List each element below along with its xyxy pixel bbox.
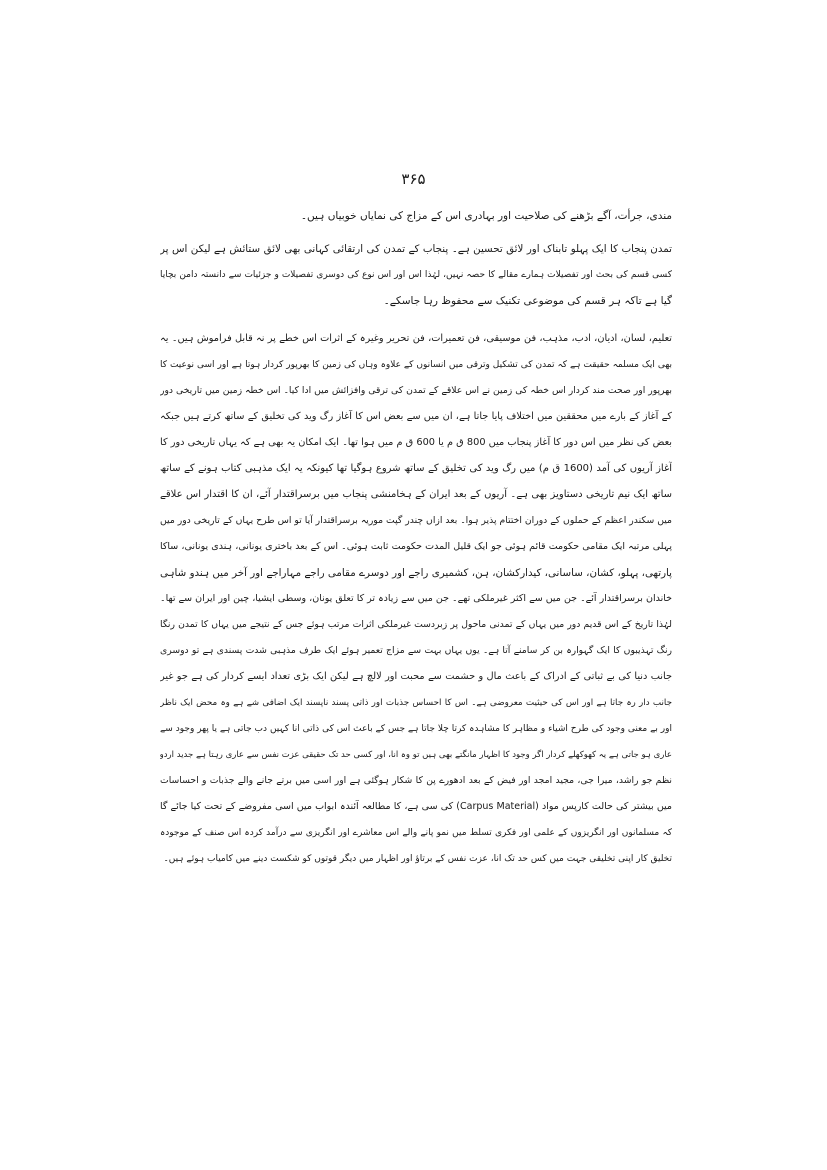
text-line: میں بیشتر کی حالت کارپس مواد (Carpus Material) کی سی ہے، کا مطالعہ آئندہ ابواب میں اسی مفروضے کے تحت کیا جائے گا [160, 801, 672, 812]
text-line: بھرپور اور صحت مند کردار اس خطہ کی زمین نے اس علاقے کے تمدن کی ترقی وافزائش میں ادا کیا۔ اس خطہ زمین میں تاریخی دور [160, 385, 672, 396]
text-line: کے آغاز کے بارے میں محققین میں اختلاف پایا جاتا ہے، ان میں سے بعض اس کا آغاز رگ وید کی تخلیق کے ساتھ کرتے ہیں جبکہ [160, 411, 672, 422]
text-line: میں سکندر اعظم کے حملوں کے دوران اختتام پذیر ہوا۔ بعد ازاں چندر گپت موریہ برسراقتدار آیا تو اس طرح یہاں کے تاریخی دور میں [160, 515, 672, 526]
text-line: بعض کی نظر میں اس دور کا آغاز پنجاب میں 800 ق م یا 600 ق م میں ہوا تھا۔ ایک امکان یہ بھی ہے کہ یہاں تاریخی دور کا [160, 437, 672, 448]
text-line: نظم جو راشد، میرا جی، مجید امجد اور فیض کے بعد ادھورے پن کا شکار ہوگئی ہے اور اسی میں برتے جانے والے جذبات و احساسات [160, 775, 672, 786]
page-number: ۳۶۵ [401, 170, 426, 188]
paragraph-3 [160, 326, 672, 872]
paragraph-1 [160, 203, 672, 229]
paragraph-2 [160, 236, 672, 314]
text-line: پارتھی، پہلو، کشان، ساسانی، کیدارکشان، ہن، کشمیری راجے اور دوسرے مقامی راجے مہاراجے اور آخر میں ہندو شاہی [160, 567, 672, 579]
text-line: مندی، جرأت، آگے بڑھنے کی صلاحیت اور بہادری اس کے مزاج کی نمایاں خوبیاں ہیں۔ [300, 210, 672, 222]
text-line: اور بے معنی وجود کی طرح اشیاء و مظاہر کا مشاہدہ کرتا چلا جاتا ہے جس کے باعث اس کی ذاتی انا کہیں دب جاتی ہے یا پھر وجود سے [160, 724, 672, 734]
text-line: تمدن پنجاب کا ایک پہلو تابناک اور لائق تحسین ہے۔ پنجاب کے تمدن کی ارتقائی کہانی بھی لائق ستائش ہے لیکن اس پر [160, 243, 672, 255]
text-line: عاری ہو جاتی ہے یہ کھوکھلے کردار اگر وجود کا اظہار مانگتے بھی ہیں تو وہ انا، اور کسی حد تک حقیقی عزت نفس سے عاری رہتا ہے جدید اردو [160, 750, 672, 760]
text-line: کسی قسم کی بحث اور تفصیلات ہمارے مقالے کا حصہ نہیں، لہٰذا اس اور اس نوع کی دوسری تفصیلات و جزئیات سے دانستہ دامن بچایا [160, 270, 672, 280]
text-line: پہلی مرتبہ ایک مقامی حکومت قائم ہوئی جو ایک قلیل المدت حکومت ثابت ہوئی۔ اس کے بعد باختری یونانی، ہندی یونانی، ساکا [160, 541, 672, 552]
text-line: لہٰذا تاریخ کے اس قدیم دور میں یہاں کے تمدنی ماحول پر زبردست غیرملکی اثرات مرتب ہوئے جس کے نتیجے میں یہاں کا تمدن رنگا [160, 619, 672, 630]
text-line: خاندان برسراقتدار آئے۔ جن میں سے اکثر غیرملکی تھے۔ جن میں سے زیادہ تر کا تعلق یونان، وسطی ایشیا، چین اور ایران سے تھا۔ [160, 593, 672, 604]
text-line: آغاز آریوں کی آمد (1600 ق م) میں رگ وید کی تخلیق کے ساتھ شروع ہوگیا تھا کیونکہ یہ ایک مذہبی کتاب ہونے کے ساتھ [160, 463, 672, 474]
text-line: تعلیم، لسان، ادیان، ادب، مذہب، فن موسیقی، فن تعمیرات، فن تحریر وغیرہ کے اثرات اس خطے پر نہ قابل فراموش ہیں۔ یہ [160, 333, 672, 344]
text-line: جانب دار رہ جاتا ہے اور اس کی حیثیت معروضی ہے۔ اس کا احساس جذبات اور ذاتی پسند ناپسند ایک اضافی شے ہے وہ محض ایک ناظر [160, 698, 672, 708]
text-line: تخلیق کار اپنی تخلیقی جہت میں کس حد تک انا، عزت نفس کے برتاؤ اور اظہار میں دیگر قوتوں کو شکست دینے میں کامیاب ہوئے ہیں۔ [163, 854, 672, 864]
text-line: رنگ تہذیبوں کا ایک گہوارہ بن کر سامنے آتا ہے۔ یوں یہاں بہت سے مزاج تعمیر ہوئے ایک طرف مذہبی شدت پسندی ہے تو دوسری [160, 645, 672, 656]
text-line: جانب دنیا کی بے ثباتی کے ادراک کے باعث مال و حشمت سے محبت اور لالچ ہے لیکن ایک بڑی تعداد ایسے کردار کی ہے جو غیر [160, 671, 672, 682]
text-line: بھی ایک مسلمہ حقیقت ہے کہ تمدن کی تشکیل وترقی میں انسانوں کے علاوہ وہاں کی زمین کا بھرپور کردار ہوتا ہے اور اسی نوعیت کا [160, 360, 672, 370]
text-line: ساتھ ایک نیم تاریخی دستاویز بھی ہے۔ آریوں کے بعد ایران کے ہخامنشی پنجاب میں برسراقتدار آئے، ان کا اقتدار اس علاقے [160, 489, 672, 500]
text-line: کہ مسلمانوں اور انگریزوں کے علمی اور فکری تسلط میں نمو پانے والے اس معاشرے اور انگریزی سے درآمد کردہ اس صنف کے موجودہ [160, 828, 672, 838]
text-line: گیا ہے تاکہ ہر قسم کی موضوعی تکنیک سے محفوظ رہا جاسکے۔ [383, 295, 672, 307]
